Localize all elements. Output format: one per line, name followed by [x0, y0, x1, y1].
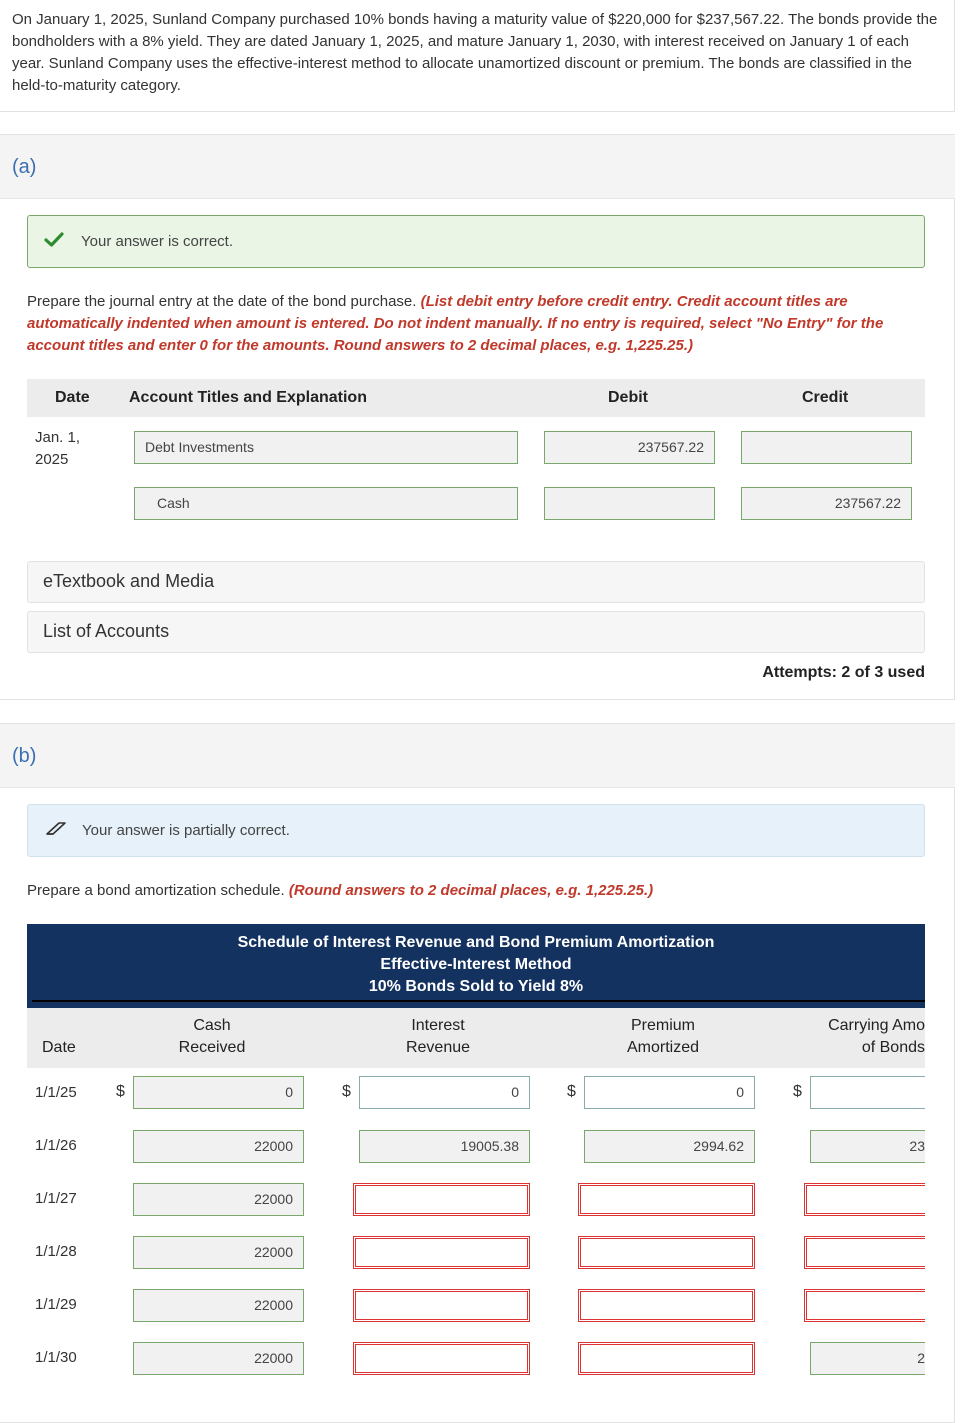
cash-received-input[interactable]: 22000: [133, 1183, 304, 1216]
partial-banner: [27, 804, 925, 857]
part-a-header: [0, 135, 955, 199]
col-interest-line2: Revenue: [405, 1039, 471, 1056]
entry-date-line1: Jan. 1,: [35, 429, 81, 446]
interest-revenue-input[interactable]: 19005.38: [359, 1130, 530, 1163]
interest-revenue-input[interactable]: [353, 1289, 530, 1322]
premium-amortized-input[interactable]: 0: [584, 1076, 755, 1109]
row-date: 1/1/26: [35, 1137, 77, 1154]
debit-input[interactable]: 237567.22: [544, 431, 715, 464]
list-of-accounts-link[interactable]: List of Accounts: [27, 611, 925, 653]
part-b-header: [0, 724, 955, 788]
cash-received-input[interactable]: 22000: [133, 1289, 304, 1322]
part-a-label: (a): [12, 156, 37, 178]
premium-amortized-input[interactable]: [578, 1289, 755, 1322]
entry-date: [35, 427, 80, 471]
schedule-title-line3: 10% Bonds Sold to Yield 8%: [368, 978, 584, 995]
col-interest-line1: Interest: [411, 1017, 465, 1034]
header-debit: Debit: [608, 389, 648, 406]
cash-received-input[interactable]: 22000: [133, 1130, 304, 1163]
carrying-amount-input[interactable]: [810, 1076, 925, 1109]
row-date: 1/1/25: [35, 1084, 77, 1101]
dollar-sign: $: [793, 1083, 802, 1100]
credit-input[interactable]: [741, 431, 912, 464]
row-date: 1/1/29: [35, 1296, 77, 1313]
col-cash-line2: Received: [178, 1039, 246, 1056]
instruction: [27, 291, 927, 357]
col-premium-line1: Premium: [630, 1017, 695, 1034]
dollar-sign: $: [116, 1083, 125, 1100]
carrying-amount-input[interactable]: [804, 1236, 925, 1269]
premium-amortized-input[interactable]: [578, 1183, 755, 1216]
schedule-title-line1: Schedule of Interest Revenue and Bond Premium Amortization: [237, 934, 715, 951]
col-premium: [613, 1015, 713, 1059]
header-account: Account Titles and Explanation: [129, 389, 367, 406]
problem-statement: [0, 0, 955, 112]
col-date: Date: [42, 1039, 76, 1056]
account-title-input[interactable]: Debt Investments: [134, 431, 518, 464]
interest-revenue-input[interactable]: 0: [359, 1076, 530, 1109]
dollar-sign: $: [342, 1083, 351, 1100]
col-interest: [388, 1015, 488, 1059]
col-carrying-line2: of Bonds: [861, 1039, 925, 1056]
account-title-input[interactable]: Cash: [134, 487, 518, 520]
col-cash: [162, 1015, 262, 1059]
interest-revenue-input[interactable]: [353, 1183, 530, 1216]
instruction-text: Prepare a bond amortization schedule.: [27, 882, 285, 899]
interest-revenue-input[interactable]: [353, 1342, 530, 1375]
premium-amortized-input[interactable]: [578, 1236, 755, 1269]
schedule-title-line2: Effective-Interest Method: [380, 956, 572, 973]
carrying-amount-input[interactable]: [804, 1183, 925, 1216]
header-credit: Credit: [802, 389, 849, 406]
col-cash-line1: Cash: [193, 1017, 231, 1034]
instruction-note: (Round answers to 2 decimal places, e.g. 1,225.25.): [288, 882, 654, 899]
part-b-label: (b): [12, 745, 37, 767]
col-carrying-line1: Carrying Amo: [828, 1017, 925, 1034]
col-premium-line2: Amortized: [626, 1039, 700, 1056]
row-date: 1/1/30: [35, 1349, 77, 1366]
entry-date-line2: 2025: [35, 451, 69, 468]
carrying-amount-input[interactable]: [804, 1289, 925, 1322]
pencil-icon: [44, 821, 68, 837]
status-text: Your answer is correct.: [81, 233, 234, 250]
title-divider: [32, 1000, 925, 1002]
credit-input[interactable]: 237567.22: [741, 487, 912, 520]
cash-received-input[interactable]: 22000: [133, 1236, 304, 1269]
col-carrying: [817, 1015, 925, 1059]
carrying-amount-input[interactable]: 23: [810, 1130, 925, 1163]
carrying-amount-input[interactable]: 2: [810, 1342, 925, 1375]
dollar-sign: $: [567, 1083, 576, 1100]
debit-input[interactable]: [544, 487, 715, 520]
schedule-title: [27, 924, 925, 1008]
header-date: Date: [55, 389, 90, 406]
journal-table-header: [27, 379, 925, 417]
instruction-note: (List debit entry before credit entry. Credit account titles are automatically indented when amount is entered. Do not indent manually. If no entry is required, select "No Entry" for the account titles and enter 0 for the amounts. Round answers to 2 decimal places, e.g. 1,225.25.): [27, 293, 884, 354]
instruction-text: Prepare the journal entry at the date of the bond purchase.: [27, 293, 417, 310]
instruction: [27, 880, 927, 902]
etextbook-link[interactable]: eTextbook and Media: [27, 561, 925, 603]
attempts-counter: Attempts: 2 of 3 used: [762, 664, 925, 681]
status-text: Your answer is partially correct.: [82, 822, 290, 839]
cash-received-input[interactable]: 22000: [133, 1342, 304, 1375]
row-date: 1/1/27: [35, 1190, 77, 1207]
correct-banner: [27, 215, 925, 268]
schedule-column-headers: [27, 1008, 925, 1068]
premium-amortized-input[interactable]: 2994.62: [584, 1130, 755, 1163]
row-date: 1/1/28: [35, 1243, 77, 1260]
premium-amortized-input[interactable]: [578, 1342, 755, 1375]
checkmark-icon: [44, 232, 64, 248]
problem-text: On January 1, 2025, Sunland Company purchased 10% bonds having a maturity value of $220,000 for $237,567.22. The bonds provide the bondholders with a 8% yield. They are dated January 1, 2025, and mature January 1, 2030, with interest received on January 1 of each year. Sunland Company uses the effective-interest method to allocate unamortized discount or premium. The bonds are classified in the held-to-maturity category.: [12, 11, 938, 94]
interest-revenue-input[interactable]: [353, 1236, 530, 1269]
cash-received-input[interactable]: 0: [133, 1076, 304, 1109]
